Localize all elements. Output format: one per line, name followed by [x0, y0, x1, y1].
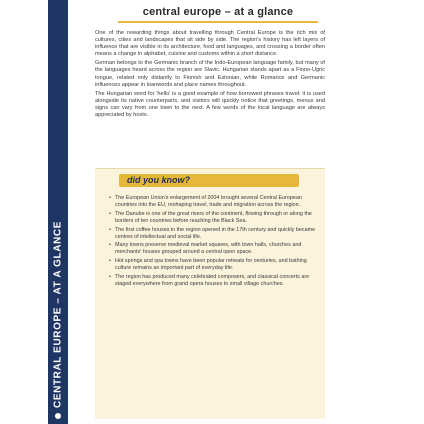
box-heading-text: did you know? [127, 175, 190, 185]
body-text [95, 30, 325, 121]
header-rule [118, 21, 318, 23]
list-item: • The European Union's enlargement of 2004 brought several Central European countries into the EU, reshaping travel, trade and migration across the region. [109, 195, 319, 209]
did-you-know-box [95, 168, 325, 419]
list-item: • Many towns preserve medieval market squares, with town halls, churches and merchants' houses grouped around a central open space. [109, 242, 319, 256]
list-item: • Hot springs and spa towns have been popular retreats for centuries, and bathing culture remains an important part of everyday life. [109, 258, 319, 272]
page-title: central europe – at a glance [142, 6, 294, 18]
list-item: • The region has produced many celebrated composers, and classical concerts are staged everywhere from grand opera houses to small village churches. [109, 274, 319, 288]
page-header [118, 6, 318, 23]
spine-label: CENTRAL EUROPE – AT A GLANCE [52, 221, 64, 408]
list-item: • The first coffee houses in the region opened in the 17th century and quickly became centres of intellectual and social life. [109, 227, 319, 241]
list-item: • The Danube is one of the great rivers of the continent, flowing through or along the borders of ten countries before reaching the Black Sea. [109, 211, 319, 225]
fact-list [109, 195, 319, 290]
box-heading [119, 174, 299, 187]
spine-dot-icon [55, 413, 61, 419]
paragraph: The Hungarian word for 'hello' is a good example of how borrowed phrases travel: it is used alongside its native counterparts, and visitors will quickly notice that greetings, menus and signs can vary from one town to the next. A few words of the local language are always appreciated by hosts. [95, 90, 325, 119]
paragraph: One of the rewarding things about travelling through Central Europe is the rich mix of cultures, cities and landscapes that sit side by side. The region's history has left layers of influence that are visible in its architecture, food and languages, and crossing a border often means a change in alphabet, cuisine and customs within a short distance. [95, 30, 325, 58]
vertical-spine [48, 0, 68, 424]
paragraph: German belongs to the Germanic branch of the Indo-European language family, but many of the languages heard across the region are Slavic. Hungarian stands apart as a Finno-Ugric tongue, related only distantly to Finnish and Estonian, while Romance and Germanic influences appear in loanwords and place names throughout. [95, 60, 325, 88]
